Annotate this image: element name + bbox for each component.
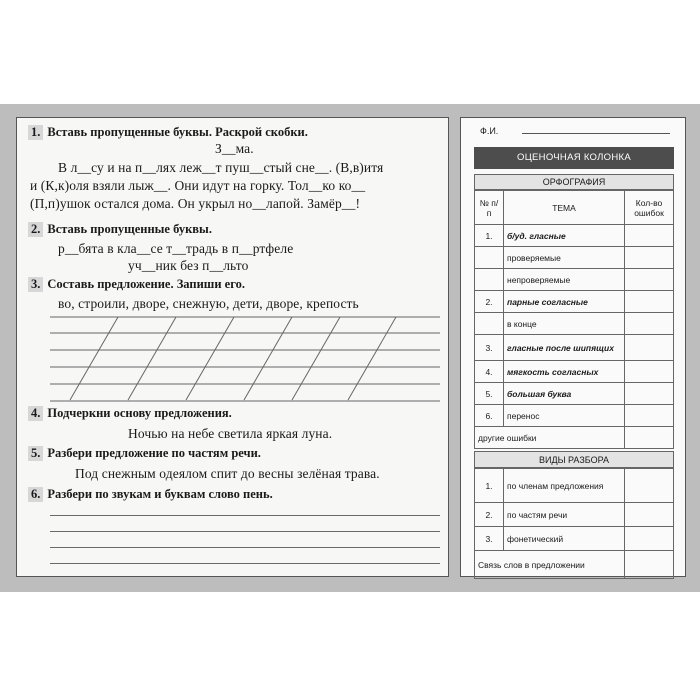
error-count-cell[interactable] — [625, 313, 674, 335]
analysis-table — [474, 468, 674, 579]
col-error-count: Кол-во ошибок — [625, 191, 674, 225]
task-text: Вставь пропущенные буквы. — [47, 222, 212, 236]
table-row — [475, 269, 674, 291]
task-5-sentence: Под снежным одеялом спит до весны зелёная трава. — [75, 466, 380, 481]
table-row — [475, 427, 674, 449]
row-topic: в конце — [504, 313, 625, 335]
row-number: 6. — [475, 405, 504, 427]
row-number: 3. — [475, 527, 504, 551]
error-count-cell[interactable] — [625, 291, 674, 313]
table-row — [475, 405, 674, 427]
row-topic: мягкость согласных — [504, 361, 625, 383]
row-topic: большая буква — [504, 383, 625, 405]
row-topic: парные согласные — [504, 291, 625, 313]
table-row — [475, 383, 674, 405]
task-text: Вставь пропущенные буквы. Раскрой скобки. — [47, 125, 308, 139]
table-row — [475, 469, 674, 503]
analysis-header: ВИДЫ РАЗБОРА — [474, 451, 674, 468]
name-field[interactable] — [522, 133, 670, 134]
task-text: Подчеркни основу предложения. — [47, 406, 232, 420]
row-number: 3. — [475, 335, 504, 361]
row-number — [475, 269, 504, 291]
task-number: 2. — [28, 222, 43, 237]
score-cell[interactable] — [625, 527, 674, 551]
task-text: Составь предложение. Запиши его. — [47, 277, 245, 291]
task-1-line: В л__су и на п__лях леж__т пуш__стый сне__. (В,в)итя — [58, 160, 384, 175]
task-2-line: р__бята в кла__се т__традь в п__ртфеле — [58, 241, 294, 256]
task-4-heading — [28, 406, 232, 421]
col-number: № п/п — [475, 191, 504, 225]
task-6-heading — [28, 487, 273, 502]
row-number — [475, 247, 504, 269]
answer-line[interactable] — [50, 563, 440, 564]
row-number: 1. — [475, 225, 504, 247]
row-number — [475, 313, 504, 335]
error-count-cell[interactable] — [625, 361, 674, 383]
task-text: Разбери по звукам и буквам слово пень. — [47, 487, 273, 501]
orthography-header: ОРФОГРАФИЯ — [474, 174, 674, 190]
table-row — [475, 225, 674, 247]
task-number: 4. — [28, 406, 43, 421]
row-number: 2. — [475, 503, 504, 527]
task-4-sentence: Ночью на небе светила яркая луна. — [128, 426, 333, 441]
row-number: 2. — [475, 291, 504, 313]
row-topic: по членам предложения — [504, 469, 625, 503]
task-2-line: уч__ник без п__льто — [128, 258, 249, 273]
col-topic: ТЕМА — [504, 191, 625, 225]
score-cell[interactable] — [625, 503, 674, 527]
error-count-cell[interactable] — [625, 405, 674, 427]
task-text: Разбери предложение по частям речи. — [47, 446, 261, 460]
task-number: 3. — [28, 277, 43, 292]
assessment-header: ОЦЕНОЧНАЯ КОЛОНКА — [474, 147, 674, 169]
task-1-line: З__ма. — [215, 141, 254, 156]
task-1-line: и (К,к)оля взяли лыж__. Они идут на горку. Тол__ко ко__ — [30, 178, 366, 193]
table-row — [475, 313, 674, 335]
answer-line[interactable] — [50, 531, 440, 532]
row-topic: фонетический — [504, 527, 625, 551]
error-count-cell[interactable] — [625, 269, 674, 291]
row-topic: проверяемые — [504, 247, 625, 269]
row-number: 4. — [475, 361, 504, 383]
row-topic: Связь слов в предложении — [475, 551, 625, 579]
error-count-cell[interactable] — [625, 247, 674, 269]
answer-line[interactable] — [50, 515, 440, 516]
answer-line[interactable] — [50, 547, 440, 548]
score-cell[interactable] — [625, 469, 674, 503]
task-3-words: во, строили, дворе, снежную, дети, дворе, крепость — [58, 296, 359, 311]
task-number: 6. — [28, 487, 43, 502]
task-number: 1. — [28, 125, 43, 140]
row-topic: перенос — [504, 405, 625, 427]
table-row — [475, 551, 674, 579]
table-header-row — [475, 191, 674, 225]
orthography-table — [474, 190, 674, 449]
error-count-cell[interactable] — [625, 383, 674, 405]
task-5-heading — [28, 446, 261, 461]
error-count-cell[interactable] — [625, 335, 674, 361]
row-topic: непроверяемые — [504, 269, 625, 291]
table-row — [475, 503, 674, 527]
table-row — [475, 335, 674, 361]
row-number: 5. — [475, 383, 504, 405]
table-row — [475, 291, 674, 313]
table-row — [475, 247, 674, 269]
name-label: Ф.И. — [480, 126, 499, 136]
task-1-line: (П,п)ушок остался дома. Он укрыл но__лапой. Замёр__! — [30, 196, 361, 211]
row-topic: гласные после шипящих — [504, 335, 625, 361]
row-topic: б/уд. гласные — [504, 225, 625, 247]
table-row — [475, 527, 674, 551]
error-count-cell[interactable] — [625, 427, 674, 449]
error-count-cell[interactable] — [625, 225, 674, 247]
row-topic: другие ошибки — [475, 427, 625, 449]
score-cell[interactable] — [625, 551, 674, 579]
row-number: 1. — [475, 469, 504, 503]
task-number: 5. — [28, 446, 43, 461]
table-row — [475, 361, 674, 383]
row-topic: по частям речи — [504, 503, 625, 527]
